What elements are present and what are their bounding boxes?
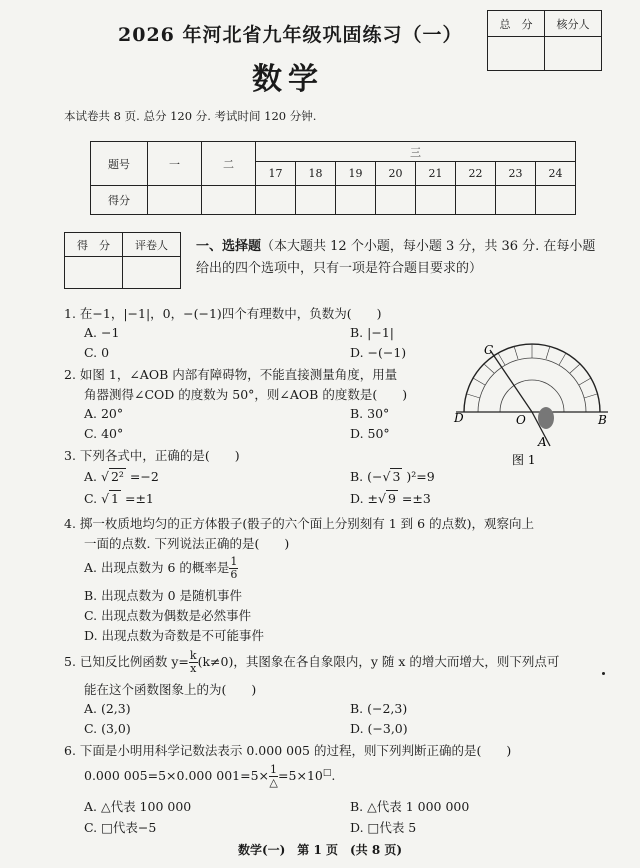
label-D: D [454, 411, 464, 425]
protractor-center-arc [500, 380, 564, 412]
q5-stem-prefix: 5. 已知反比例函数 y= [64, 654, 189, 669]
q3-c-suffix: =±1 [121, 491, 154, 506]
grader-name-label: 评卷人 [123, 233, 181, 257]
col-part-one: 一 [148, 142, 202, 186]
q5-option-a[interactable]: A. (2,3) [84, 701, 131, 716]
q6-option-a[interactable]: A. △代表 100 000 [84, 799, 192, 814]
checker-cell[interactable] [545, 37, 602, 71]
q1-option-b[interactable]: B. |−1| [350, 325, 394, 340]
col-q21: 21 [416, 162, 456, 186]
q5-fraction [189, 650, 198, 675]
q2-option-a[interactable]: A. 20° [84, 406, 124, 421]
q6-expr-base: =5×10 [278, 768, 323, 783]
q3-option-d[interactable]: D. ±√ 9 =±3 [350, 491, 431, 506]
q6-denominator: △ [269, 776, 278, 789]
score-cell[interactable] [376, 186, 416, 215]
q6-expr-prefix: 0.000 005=5×0.000 001=5× [84, 768, 270, 783]
col-q19: 19 [336, 162, 376, 186]
col-part-two: 二 [202, 142, 256, 186]
col-q22: 22 [456, 162, 496, 186]
q4-option-c[interactable]: C. 出现点数为偶数是必然事件 [84, 608, 252, 623]
q3-c-radicand: 1 [111, 491, 119, 506]
q2-option-c[interactable]: C. 40° [84, 426, 124, 441]
q3-d-suffix: =±3 [397, 491, 431, 506]
q5-stem-2: 能在这个函数图象上的为( ) [84, 682, 257, 697]
q1-stem: 1. 在−1，|−1|，0，−(−1)四个有理数中，负数为( ) [64, 306, 382, 321]
q3-a-radicand: 2² [110, 469, 124, 484]
q6-option-d[interactable]: D. □代表 5 [350, 820, 417, 835]
q5-option-b[interactable]: B. (−2,3) [350, 701, 408, 716]
col-q18: 18 [296, 162, 336, 186]
q3-option-c[interactable]: C. √ 1 =±1 [84, 491, 154, 506]
col-q17: 17 [256, 162, 296, 186]
q6-numerator: 1 [270, 763, 278, 776]
score-table [90, 141, 576, 215]
row-label-score: 得分 [91, 186, 148, 215]
score-cell[interactable] [336, 186, 376, 215]
q4-a-denominator: 6 [230, 568, 238, 581]
grader-box [64, 232, 181, 289]
q3-b-prefix: B. (− [350, 469, 383, 484]
total-score-cell[interactable] [488, 37, 545, 71]
q4-option-d[interactable]: D. 出现点数为奇数是不可能事件 [84, 628, 265, 643]
q5-option-d[interactable]: D. (−3,0) [350, 721, 408, 736]
checker-label: 核分人 [545, 11, 602, 37]
q4-option-b[interactable]: B. 出现点数为 0 是随机事件 [84, 588, 243, 603]
section-desc-1: （本大题共 12 个小题，每小题 3 分，共 36 分. 在每小题 [261, 239, 596, 254]
row-label-question: 题号 [91, 142, 148, 186]
section-desc-2: 给出的四个选项中，只有一项是符合题目要求的） [196, 261, 483, 276]
q3-stem: 3. 下列各式中，正确的是( ) [64, 448, 240, 463]
col-q24: 24 [536, 162, 576, 186]
q5-denominator: x [190, 662, 197, 675]
subject-title: 数学 [252, 62, 324, 97]
q3-a-suffix: =−2 [125, 469, 159, 484]
q5-stem-1 [64, 650, 559, 675]
q4-stem-2: 一面的点数. 下列说法正确的是( ) [84, 536, 290, 551]
q6-exponent-box: □ [322, 767, 332, 778]
q1-option-d[interactable]: D. −(−1) [350, 345, 407, 360]
score-cell[interactable] [416, 186, 456, 215]
q5-stem-suffix: (k≠0)，其图象在各自象限内，y 随 x 的增大而增大，则下列点可 [197, 654, 560, 669]
q2-option-b[interactable]: B. 30° [350, 406, 390, 421]
q6-stem: 6. 下面是小明用科学记数法表示 0.000 005 的过程，则下列判断正确的是( ) [64, 743, 512, 758]
grader-score-label: 得 分 [65, 233, 123, 257]
grader-score-cell[interactable] [65, 257, 123, 289]
q3-a-prefix: A. [84, 469, 101, 484]
total-score-box [487, 10, 602, 71]
q6-fraction [269, 764, 278, 789]
q3-b-radicand: 3 [392, 469, 401, 484]
q1-option-c[interactable]: C. 0 [84, 345, 110, 360]
q4-a-fraction [229, 556, 238, 581]
q1-option-a[interactable]: A. −1 [84, 325, 120, 340]
label-O: O [516, 413, 526, 427]
q3-b-suffix: )²=9 [402, 469, 435, 484]
q5-numerator: k [189, 649, 197, 662]
score-cell[interactable] [148, 186, 202, 215]
label-A: A [538, 435, 547, 449]
label-B: B [598, 413, 607, 427]
page-footer: 数学(一) 第 1 页 (共 8 页) [237, 843, 403, 857]
emphasis-dot [602, 672, 605, 675]
section-header [196, 236, 606, 280]
q3-option-a[interactable]: A. √ 2² =−2 [84, 469, 159, 484]
ray-OC [490, 350, 532, 412]
score-cell[interactable] [202, 186, 256, 215]
obstacle-shape [538, 407, 554, 429]
grader-name-cell[interactable] [123, 257, 181, 289]
q6-option-c[interactable]: C. □代表−5 [84, 820, 157, 835]
q3-d-prefix: D. ± [350, 491, 378, 506]
q2-option-d[interactable]: D. 50° [350, 426, 390, 441]
q4-stem-1: 4. 掷一枚质地均匀的正方体骰子(骰子的六个面上分别刻有 1 到 6 的点数)，观察向上 [64, 516, 534, 531]
exam-info: 本试卷共 8 页. 总分 120 分. 考试时间 120 分钟. [64, 109, 317, 123]
q5-option-c[interactable]: C. (3,0) [84, 721, 131, 736]
score-cell[interactable] [296, 186, 336, 215]
total-score-label: 总 分 [488, 11, 545, 37]
score-cell[interactable] [456, 186, 496, 215]
protractor-figure [452, 342, 612, 468]
label-C: C [484, 343, 494, 357]
q3-d-radicand: 9 [387, 491, 396, 506]
q3-c-prefix: C. [84, 491, 102, 506]
col-q23: 23 [496, 162, 536, 186]
score-cell[interactable] [536, 186, 576, 215]
q3-option-b[interactable]: B. (−√ 3 )²=9 [350, 469, 435, 484]
section-title: 一、选择题 [196, 239, 262, 254]
q2-stem-2: 角器测得∠COD 的度数为 50°，则∠AOB 的度数是( ) [84, 387, 408, 402]
exam-title: 2026 年河北省九年级巩固练习（一） [118, 24, 463, 46]
q6-expression [84, 764, 335, 789]
col-q20: 20 [376, 162, 416, 186]
q2-stem-1: 2. 如图 1，∠AOB 内部有障碍物，不能直接测量角度，用量 [64, 367, 398, 382]
col-part-three: 三 [256, 142, 576, 162]
score-cell[interactable] [256, 186, 296, 215]
q6-option-b[interactable]: B. △代表 1 000 000 [350, 799, 470, 814]
q4-option-a[interactable] [84, 556, 238, 581]
q6-expr-end: . [331, 768, 336, 783]
q4-a-numerator: 1 [230, 555, 238, 568]
figure-caption: 图 1 [512, 453, 536, 467]
score-cell[interactable] [496, 186, 536, 215]
protractor-inner-arc [478, 358, 586, 412]
q4-a-text: A. 出现点数为 6 的概率是 [84, 560, 230, 575]
